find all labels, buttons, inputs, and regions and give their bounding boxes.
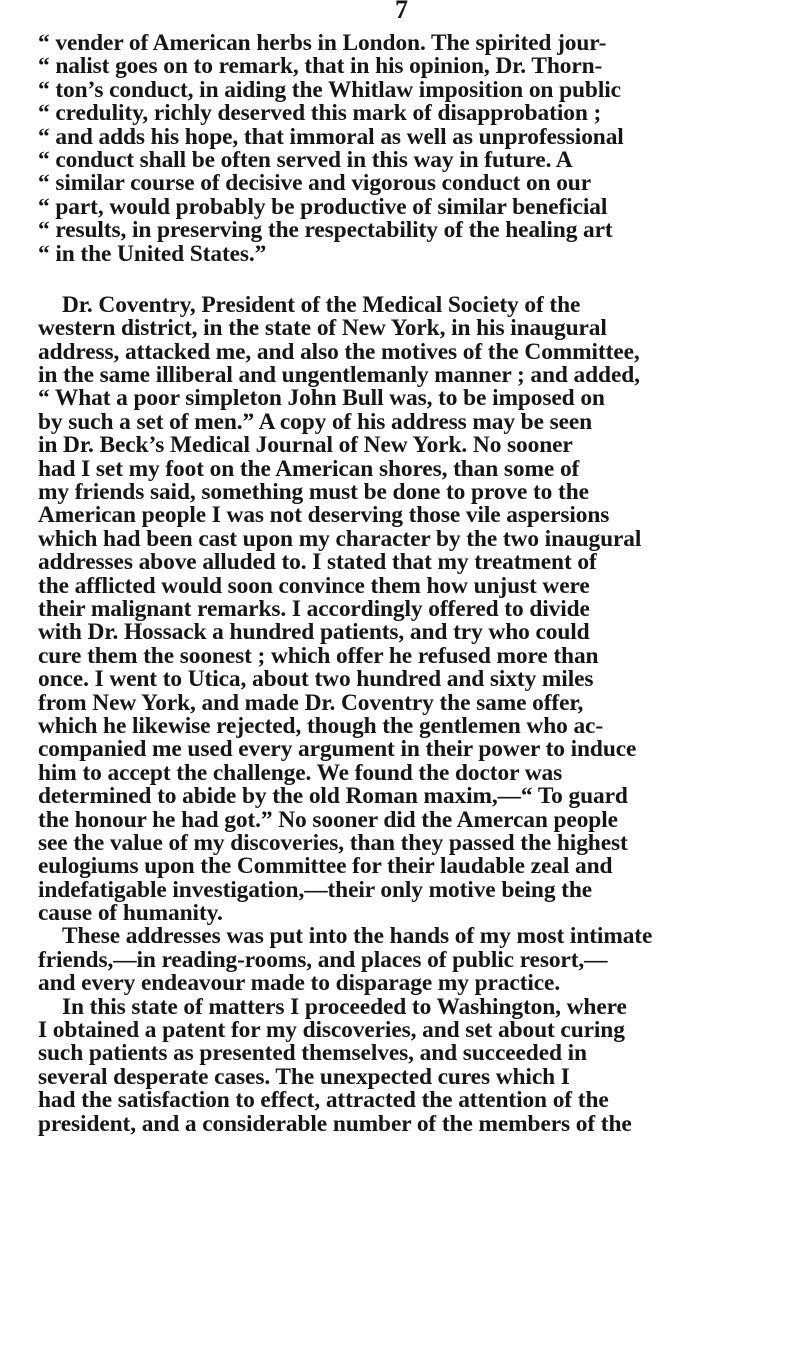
text-line: which he likewise rejected, though the gentlemen who ac- (38, 712, 604, 739)
text-line: “ credulity, richly deserved this mark of disapprobation ; (38, 100, 602, 127)
paragraph-addresses-distributed (38, 925, 778, 995)
text-line: the afflicted would soon convince them how unjust were (38, 572, 590, 599)
text-line: determined to abide by the old Roman maxim,—“ To guard (38, 783, 628, 810)
text-line: several desperate cases. The unexpected cures which I (38, 1063, 570, 1090)
text-line: in Dr. Beck’s Medical Journal of New York. No sooner (38, 432, 573, 459)
text-line: had I set my foot on the American shores, than some of (38, 455, 580, 482)
text-line: with Dr. Hossack a hundred patients, and try who could (38, 619, 590, 646)
text-line: the honour he had got.” No sooner did the Amercan people (38, 806, 618, 833)
text-line: western district, in the state of New York, in his inaugural (38, 315, 607, 342)
text-line: addresses above alluded to. I stated that my treatment of (38, 549, 597, 576)
text-line: “ What a poor simpleton John Bull was, to be imposed on (38, 385, 605, 412)
text-line: “ similar course of decisive and vigorous conduct on our (38, 170, 591, 197)
text-line: friends,—in reading-rooms, and places of public resort,— (38, 946, 608, 973)
text-line: indefatigable investigation,—their only motive being the (38, 876, 593, 903)
text-line: I obtained a patent for my discoveries, and set about curing (38, 1017, 625, 1044)
page-number: 7 (395, 0, 408, 20)
text-line: president, and a considerable number of the members of the (38, 1110, 632, 1137)
text-line: “ in the United States.” (38, 240, 267, 267)
text-line: “ part, would probably be productive of similar beneficial (38, 193, 608, 220)
text-line: American people I was not deserving those vile aspersions (38, 502, 610, 529)
text-line: “ results, in preserving the respectability of the healing art (38, 217, 613, 244)
text-line: Dr. Coventry, President of the Medical Society of the (62, 291, 581, 318)
text-line: “ ton’s conduct, in aiding the Whitlaw imposition on public (38, 76, 621, 103)
text-line: in the same illiberal and ungentlemanly manner ; and added, (38, 362, 640, 389)
text-line: by such a set of men.” A copy of his address may be seen (38, 408, 593, 435)
text-line: and every endeavour made to disparage my practice. (38, 970, 561, 997)
text-line: from New York, and made Dr. Coventry the same offer, (38, 689, 584, 716)
text-line: In this state of matters I proceeded to Washington, where (62, 993, 627, 1020)
paragraph-gap (38, 266, 778, 294)
paragraph-coventry-address (38, 291, 778, 927)
text-line: “ vender of American herbs in London. The spirited jour- (38, 30, 607, 56)
text-line: address, attacked me, and also the motives of the Committee, (38, 338, 640, 365)
text-line: cause of humanity. (38, 900, 223, 927)
text-line: which had been cast upon my character by the two inaugural (38, 525, 642, 552)
text-line: see the value of my discoveries, than they passed the highest (38, 829, 628, 856)
text-line: “ and adds his hope, that immoral as well as unprofessional (38, 123, 624, 150)
text-line: companied me used every argument in their power to induce (38, 736, 637, 763)
text-line: had the satisfaction to effect, attracted the attention of the (38, 1087, 609, 1114)
text-line: their malignant remarks. I accordingly offered to divide (38, 595, 590, 622)
page-text (38, 32, 778, 1136)
text-line: These addresses was put into the hands of my most intimate (62, 923, 653, 950)
text-line: him to accept the challenge. We found the doctor was (38, 759, 563, 786)
paragraph-washington-patent (38, 993, 778, 1137)
text-line: my friends said, something must be done to prove to the (38, 479, 589, 506)
text-line: “ nalist goes on to remark, that in his opinion, Dr. Thorn- (38, 53, 603, 80)
paragraph-quote-continuation (38, 32, 778, 266)
text-line: “ conduct shall be often served in this way in future. A (38, 146, 573, 173)
text-line: cure them the soonest ; which offer he refused more than (38, 642, 599, 669)
text-line: eulogiums upon the Committee for their laudable zeal and (38, 853, 613, 880)
text-line: once. I went to Utica, about two hundred and sixty miles (38, 666, 594, 693)
text-line: such patients as presented themselves, and succeeded in (38, 1040, 587, 1067)
